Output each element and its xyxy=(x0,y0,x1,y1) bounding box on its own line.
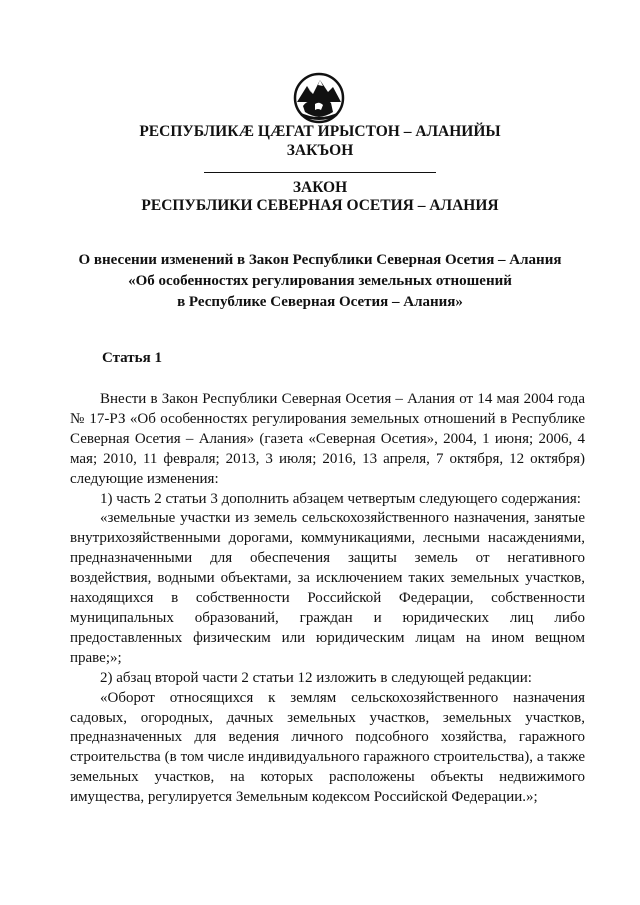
article-paragraph: 2) абзац второй части 2 статьи 12 изложить в следующей редакции: xyxy=(100,669,532,686)
coat-of-arms-emblem xyxy=(293,72,345,124)
article-paragraph: 1) часть 2 статьи 3 дополнить абзацем четвертым следующего содержания: xyxy=(100,490,581,507)
law-title xyxy=(60,250,580,313)
law-title-line: «Об особенностях регулирования земельных отношений xyxy=(128,273,512,289)
republic-name-russian: РЕСПУБЛИКИ СЕВЕРНАЯ ОСЕТИЯ – АЛАНИЯ xyxy=(141,197,499,214)
republic-name-ossetian: РЕСПУБЛИКÆ ЦÆГАТ ИРЫСТОН – АЛАНИЙЫ xyxy=(139,123,501,140)
article-body xyxy=(70,390,585,808)
law-title-line: в Республике Северная Осетия – Алания» xyxy=(177,294,463,310)
article-paragraph: «Оборот относящихся к землям сельскохозяйственного назначения садовых, огородных, дачных земельных участков, земельных участков, предназначенных для ведения личного подсобного хозяйства, гаражного строительства (в том числе индивидуального гаражного строительства), а также земельных участков, на которых расположены объекты недвижимого имущества, регулируется Земельным кодексом Российской Федерации.»; xyxy=(70,689,585,806)
article-heading: Статья 1 xyxy=(102,350,162,366)
header-divider xyxy=(204,172,436,173)
article-paragraph: «земельные участки из земель сельскохозяйственного назначения, занятые внутрихозяйственными дорогами, коммуникациями, лесными насаждениями, предназначенными для обеспечения защиты земель от негативного воздействия, водными объектами, за исключением таких земельных участков, находящихся в собственности Российской Федерации, собственности муниципальных образований, граждан и юридических лиц либо предоставленных физическим или юридическим лицам на ином вещном праве;»; xyxy=(70,510,585,666)
law-label-ossetian: ЗАКЪОН xyxy=(286,142,354,159)
article-paragraph: Внести в Закон Республики Северная Осетия – Алания от 14 мая 2004 года № 17-РЗ «Об особенностях регулирования земельных отношений в Республике Северная Осетия – Алания» (газета «Северная Осетия», 2004, 1 июня; 2006, 4 мая; 2010, 11 февраля; 2013, 3 июля; 2016, 13 апреля, 7 октября, 12 октября) следующие изменения: xyxy=(70,391,585,487)
law-label-russian: ЗАКОН xyxy=(292,179,348,196)
law-title-line: О внесении изменений в Закон Республики Северная Осетия – Алания xyxy=(78,252,562,268)
